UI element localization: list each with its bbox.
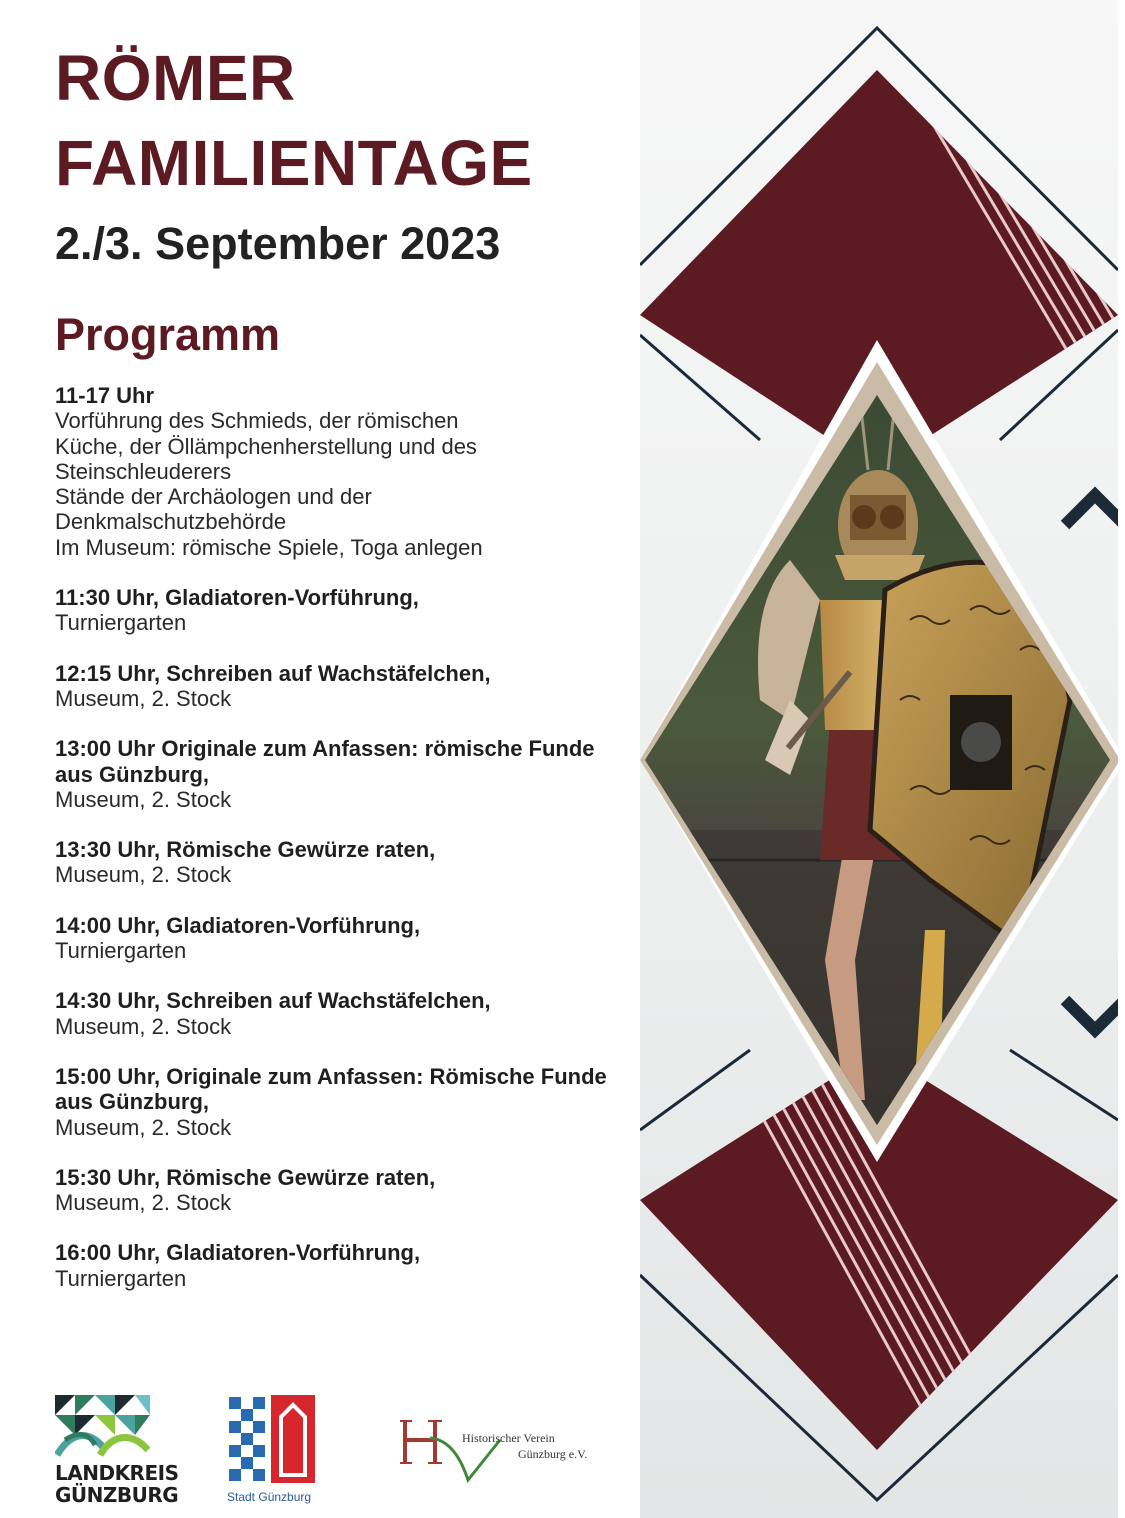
program-entry-detail: Museum, 2. Stock xyxy=(55,862,232,888)
stadt-guenzburg-crest-icon xyxy=(227,1395,315,1483)
landkreis-line-1: LANDKREIS xyxy=(55,1461,179,1485)
verein-label-line-2: Günzburg e.V. xyxy=(518,1447,588,1461)
program-entry-detail: Museum, 2. Stock xyxy=(55,1190,232,1216)
right-edge xyxy=(1118,0,1125,1518)
landkreis-logo-text xyxy=(55,1462,178,1506)
program-entry-time: 13:30 Uhr, Römische Gewürze raten, xyxy=(55,837,436,863)
program-entry-time: 15:00 Uhr, Originale zum Anfassen: Römische Funde aus Günzburg, xyxy=(55,1063,607,1115)
chevron-up-icon xyxy=(1065,495,1125,525)
stadt-guenzburg-label: Stadt Günzburg xyxy=(227,1490,312,1504)
program-entry xyxy=(55,1165,625,1216)
gladiator-photo xyxy=(640,390,1125,1130)
verein-label-line-1: Historischer Verein xyxy=(462,1431,555,1445)
program-entry xyxy=(55,988,625,1039)
program-entry xyxy=(55,1240,625,1291)
program-entry-detail: Museum, 2. Stock xyxy=(55,1013,232,1039)
program-entry xyxy=(55,383,625,560)
program-entry xyxy=(55,913,625,964)
event-date: 2./3. September 2023 xyxy=(55,218,501,269)
program-entry-detail: Turniergarten xyxy=(55,1265,187,1291)
program-entry-detail: Küche, der Öllämpchenherstellung und des xyxy=(55,433,477,459)
program-entry xyxy=(55,736,625,812)
program-entry xyxy=(55,585,625,636)
program-entry-detail: Steinschleuderers xyxy=(55,458,232,484)
program-entry-detail: Stände der Archäologen und der xyxy=(55,484,372,510)
program-entry-time: 12:15 Uhr, Schreiben auf Wachstäfelchen, xyxy=(55,660,491,686)
program-entry-time: 15:30 Uhr, Römische Gewürze raten, xyxy=(55,1164,436,1190)
program-entry-detail: Denkmalschutzbehörde xyxy=(55,509,287,535)
program-entry-detail: Turniergarten xyxy=(55,938,187,964)
program-list xyxy=(55,383,625,1316)
program-heading: Programm xyxy=(55,309,281,360)
program-entry-time: 11-17 Uhr xyxy=(55,383,155,408)
decorative-panel xyxy=(640,0,1125,1518)
landkreis-logo-icon xyxy=(55,1395,150,1460)
program-entry-detail: Museum, 2. Stock xyxy=(55,1114,232,1140)
chevron-down-icon xyxy=(1065,1000,1125,1030)
program-entry-detail: Turniergarten xyxy=(55,610,187,636)
program-entry-time: 14:30 Uhr, Schreiben auf Wachstäfelchen, xyxy=(55,988,491,1014)
sponsor-logos xyxy=(0,1380,640,1510)
program-entry-time: 16:00 Uhr, Gladiatoren-Vorführung, xyxy=(55,1240,421,1266)
title-line-1: RÖMER xyxy=(55,42,296,114)
historischer-verein-logo-icon xyxy=(400,1418,510,1488)
program-entry xyxy=(55,661,625,712)
program-entry xyxy=(55,837,625,888)
program-entry-detail: Museum, 2. Stock xyxy=(55,786,232,812)
program-entry xyxy=(55,1064,625,1140)
geometric-artwork xyxy=(640,0,1125,1518)
landkreis-line-2: GÜNZBURG xyxy=(55,1483,179,1507)
title-line-2: FAMILIENTAGE xyxy=(55,127,533,199)
program-entry-detail: Im Museum: römische Spiele, Toga anlegen xyxy=(55,534,483,560)
program-entry-time: 13:00 Uhr Originale zum Anfassen: römische Funde aus Günzburg, xyxy=(55,736,595,787)
program-entry-time: 14:00 Uhr, Gladiatoren-Vorführung, xyxy=(55,912,421,938)
program-entry-detail: Museum, 2. Stock xyxy=(55,685,232,711)
program-entry-time: 11:30 Uhr, Gladiatoren-Vorführung, xyxy=(55,585,419,611)
program-entry-detail: Vorführung des Schmieds, der römischen xyxy=(55,408,459,434)
